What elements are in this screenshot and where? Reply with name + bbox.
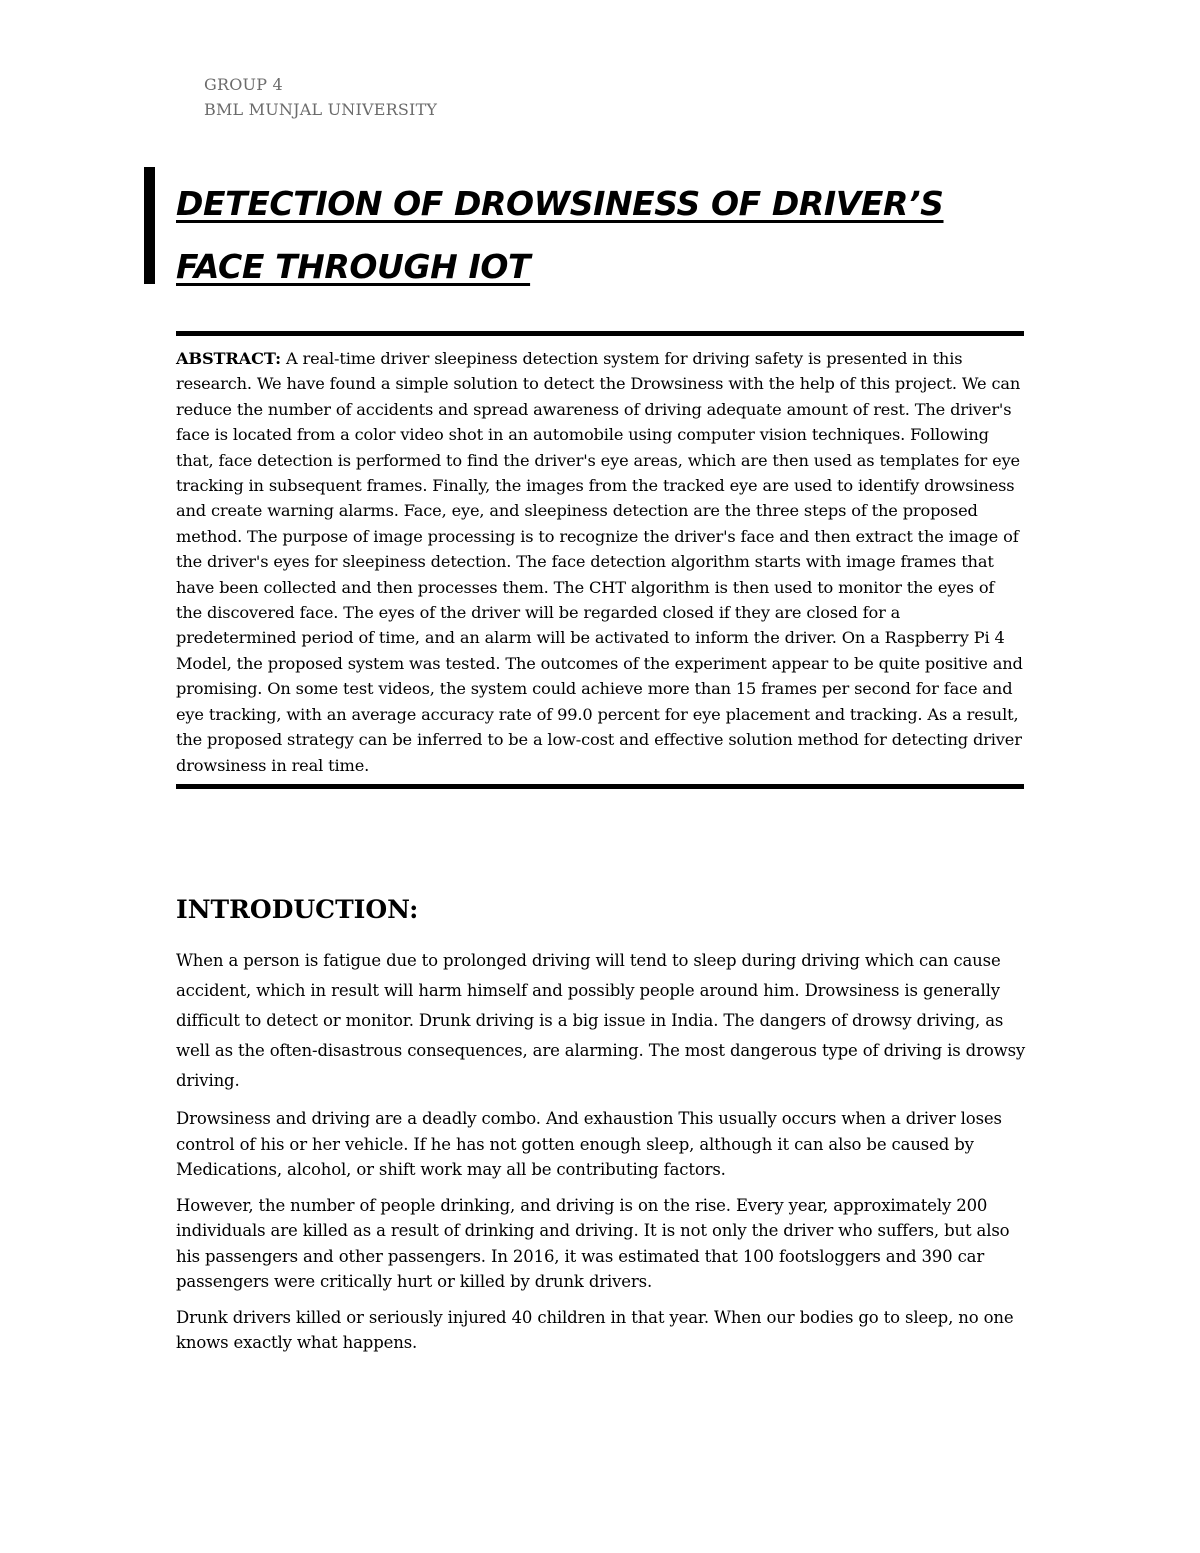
title-line-2: FACE THROUGH IOT	[176, 247, 531, 286]
university-label: BML MUNJAL UNIVERSITY	[204, 100, 438, 119]
abstract-label: ABSTRACT:	[176, 349, 281, 368]
introduction-heading: INTRODUCTION:	[176, 895, 419, 924]
abstract-section	[176, 331, 1024, 789]
group-label: GROUP 4	[204, 75, 283, 94]
intro-paragraph-4: Drunk drivers killed or seriously injured 40 children in that year. When our bodies go to sleep, no one knows exactly what happens.	[176, 1307, 1014, 1352]
introduction-body	[176, 946, 1026, 1366]
abstract-paragraph	[176, 346, 1024, 778]
page-header	[204, 72, 437, 122]
intro-paragraph-1: When a person is fatigue due to prolonged driving will tend to sleep during driving which can cause accident, which in result will harm himself and possibly people around him. Drowsiness is generally difficult to detect or monitor. Drunk driving is a big issue in India. The dangers of drowsy driving, as well as the often-disastrous consequences, are alarming. The most dangerous type of driving is drowsy driving.	[176, 951, 1026, 1090]
document-title	[176, 172, 1056, 298]
title-accent-bar	[144, 167, 155, 284]
title-line-1: DETECTION OF DROWSINESS OF DRIVER’S	[176, 184, 944, 223]
intro-paragraph-2: Drowsiness and driving are a deadly combo. And exhaustion This usually occurs when a driver loses control of his or her vehicle. If he has not gotten enough sleep, although it can also be caused by Medications, alcohol, or shift work may all be contributing factors.	[176, 1109, 1002, 1179]
abstract-text: A real-time driver sleepiness detection system for driving safety is presented in this research. We have found a simple solution to detect the Drowsiness with the help of this project. We can reduce the number of accidents and spread awareness of driving adequate amount of rest. The driver's face is located from a color video shot in an automobile using computer vision techniques. Following that, face detection is performed to find the driver's eye areas, which are then used as templates for eye tracking in subsequent frames. Finally, the images from the tracked eye are used to identify drowsiness and create warning alarms. Face, eye, and sleepiness detection are the three steps of the proposed method. The purpose of image processing is to recognize the driver's face and then extract the image of the driver's eyes for sleepiness detection. The face detection algorithm starts with image frames that have been collected and then processes them. The CHT algorithm is then used to monitor the eyes of the discovered face. The eyes of the driver will be regarded closed if they are closed for a predetermined period of time, and an alarm will be activated to inform the driver. On a Raspberry Pi 4 Model, the proposed system was tested. The outcomes of the experiment appear to be quite positive and promising. On some test videos, the system could achieve more than 15 frames per second for face and eye tracking, with an average accuracy rate of 99.0 percent for eye placement and tracking. As a result, the proposed strategy can be inferred to be a low-cost and effective solution method for detecting driver drowsiness in real time.	[176, 349, 1023, 775]
intro-paragraph-3: However, the number of people drinking, and driving is on the rise. Every year, approximately 200 individuals are killed as a result of drinking and driving. It is not only the driver who suffers, but also his passengers and other passengers. In 2016, it was estimated that 100 footsloggers and 390 car passengers were critically hurt or killed by drunk drivers.	[176, 1195, 1010, 1291]
